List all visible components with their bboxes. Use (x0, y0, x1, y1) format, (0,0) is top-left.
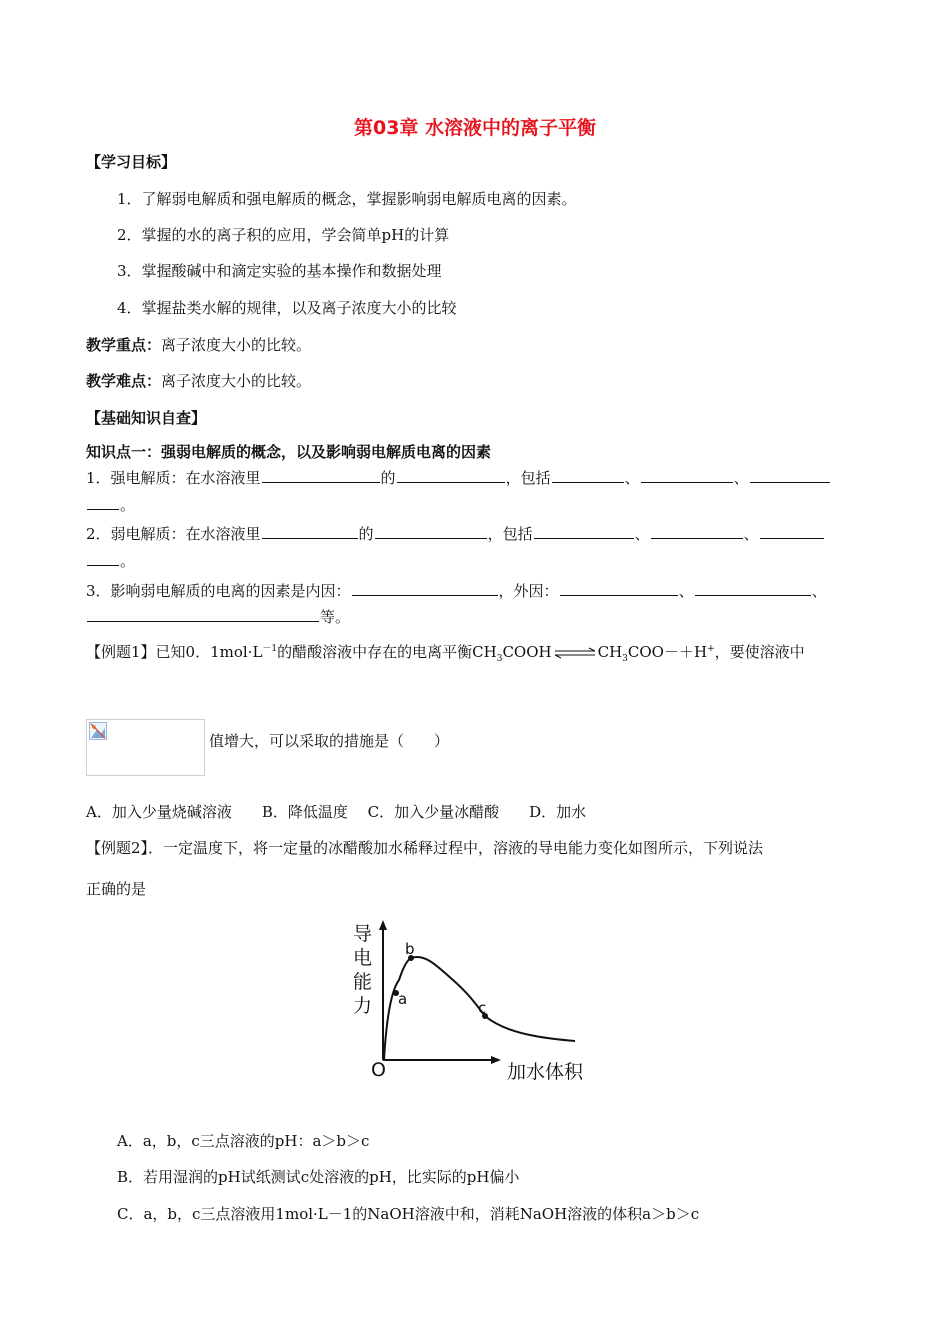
q3-text-b: ，外因： (498, 582, 559, 600)
y-axis-label-char: 能 (353, 971, 373, 993)
q1-sep: 、 (733, 469, 749, 487)
fill-blank[interactable] (552, 468, 624, 483)
example-2-option-a: A．a，b，c三点溶液的pH：a＞b＞c (117, 1132, 370, 1150)
point-c-label: c (478, 999, 487, 1017)
example-2 (86, 838, 763, 858)
example-1-text: 已知0．1mol·L (155, 643, 263, 661)
q2-sep: 、 (743, 525, 759, 543)
q2-sep: 、 (634, 525, 650, 543)
q3-end: 等。 (320, 608, 351, 626)
fill-blank[interactable] (651, 524, 743, 539)
example-2-text: ．一定温度下，将一定量的冰醋酸加水稀释过程中，溶液的导电能力变化如图所示，下列说法 (148, 839, 764, 857)
teaching-focus (86, 335, 311, 355)
fill-blank[interactable] (641, 468, 733, 483)
example-1 (86, 639, 805, 669)
question-1-cont (86, 495, 135, 515)
x-axis-arrow (491, 1056, 501, 1064)
fill-blank[interactable] (560, 581, 678, 596)
fill-blank[interactable] (87, 607, 319, 622)
q3-text-a: 3．影响弱电解质的电离的因素是内因： (86, 582, 351, 600)
question-2 (86, 524, 825, 544)
objective-item: 3．掌握酸碱中和滴定实验的基本操作和数据处理 (117, 262, 442, 280)
example-1-text: COO (627, 643, 664, 661)
objective-item: 4．掌握盐类水解的规律，以及离子浓度大小的比较 (117, 299, 457, 317)
example-1-line2: 值增大，可以采取的措施是（ ） (209, 732, 450, 750)
fill-blank[interactable] (695, 581, 811, 596)
objective-item: 1．了解弱电解质和强电解质的概念，掌握影响弱电解质电离的因素。 (117, 190, 577, 208)
question-1 (86, 468, 831, 488)
y-axis-arrow (379, 920, 387, 930)
q3-sep: 、 (678, 582, 694, 600)
teaching-focus-text: 离子浓度大小的比较。 (161, 336, 312, 354)
example-2-option-b: B．若用湿润的pH试纸测试c处溶液的pH，比实际的pH偏小 (117, 1168, 520, 1186)
q1-end: 。 (120, 496, 136, 514)
knowledge-point-1: 知识点一：强弱电解质的概念，以及影响弱电解质电离的因素 (86, 443, 492, 461)
q2-end: 。 (120, 552, 136, 570)
q1-sep: 、 (624, 469, 640, 487)
y-axis-label-char: 导 (353, 923, 373, 945)
teaching-difficulty-label: 教学难点： (86, 372, 162, 390)
example-1-options: A．加入少量烧碱溶液 B．降低温度 C．加入少量冰醋酸 D．加水 (86, 803, 587, 821)
example-1-text: ，要使溶液中 (714, 643, 805, 661)
fill-blank[interactable] (87, 495, 119, 510)
question-2-cont (86, 551, 135, 571)
equilibrium-arrow-icon (553, 647, 597, 659)
q1-text-c: ，包括 (505, 469, 551, 487)
teaching-focus-label: 教学重点： (86, 336, 162, 354)
q2-text-c: ，包括 (487, 525, 533, 543)
point-b-label: b (405, 940, 415, 958)
fill-blank[interactable] (760, 524, 824, 539)
point-a-label: a (398, 990, 408, 1008)
q1-text-b: 的 (380, 469, 396, 487)
subscript: 3 (496, 654, 503, 664)
example-1-text: CH (597, 643, 623, 661)
teaching-difficulty (86, 371, 311, 391)
x-axis-label: 加水体积 (507, 1061, 584, 1083)
y-axis-label-char: 电 (353, 947, 373, 969)
example-2-option-c: C．a，b，c三点溶液用1mol·L－1的NaOH溶液中和，消耗NaOH溶液的体积a＞b＞c (117, 1205, 700, 1223)
fill-blank[interactable] (352, 581, 498, 596)
fill-blank[interactable] (375, 524, 487, 539)
q3-sep: 、 (811, 582, 827, 600)
example-1-text: －＋H (663, 643, 708, 661)
objectives-heading: 【学习目标】 (86, 153, 177, 171)
question-3 (86, 581, 827, 601)
basics-heading: 【基础知识自查】 (86, 409, 207, 427)
example-2-label: 【例题2】 (86, 839, 149, 857)
teaching-difficulty-text: 离子浓度大小的比较。 (161, 372, 312, 390)
origin-label: O (371, 1059, 386, 1081)
objective-item: 2．掌握的水的离子积的应用，学会简单pH的计算 (117, 226, 450, 244)
y-axis-label-char: 力 (353, 995, 373, 1017)
page-title: 第03章 水溶液中的离子平衡 (353, 117, 597, 139)
q2-text-a: 2．弱电解质：在水溶液里 (86, 525, 261, 543)
fill-blank[interactable] (262, 468, 380, 483)
fill-blank[interactable] (534, 524, 634, 539)
question-3-cont (86, 607, 350, 627)
broken-image-icon (89, 722, 107, 740)
example-1-text: 的醋酸溶液中存在的电离平衡CH (277, 643, 497, 661)
example-1-label: 【例题1】 (86, 643, 156, 661)
fill-blank[interactable] (87, 551, 119, 566)
fill-blank[interactable] (750, 468, 830, 483)
q2-text-b: 的 (358, 525, 374, 543)
conductivity-chart (345, 918, 615, 1083)
subscript: 3 (622, 654, 628, 664)
example-2-line2: 正确的是 (86, 880, 147, 898)
fill-blank[interactable] (397, 468, 505, 483)
example-1-text: COOH (502, 643, 552, 661)
formula-image-placeholder (86, 719, 205, 776)
q1-text-a: 1．强电解质：在水溶液里 (86, 469, 261, 487)
superscript: －1 (262, 644, 278, 654)
superscript: + (707, 644, 715, 654)
fill-blank[interactable] (262, 524, 358, 539)
